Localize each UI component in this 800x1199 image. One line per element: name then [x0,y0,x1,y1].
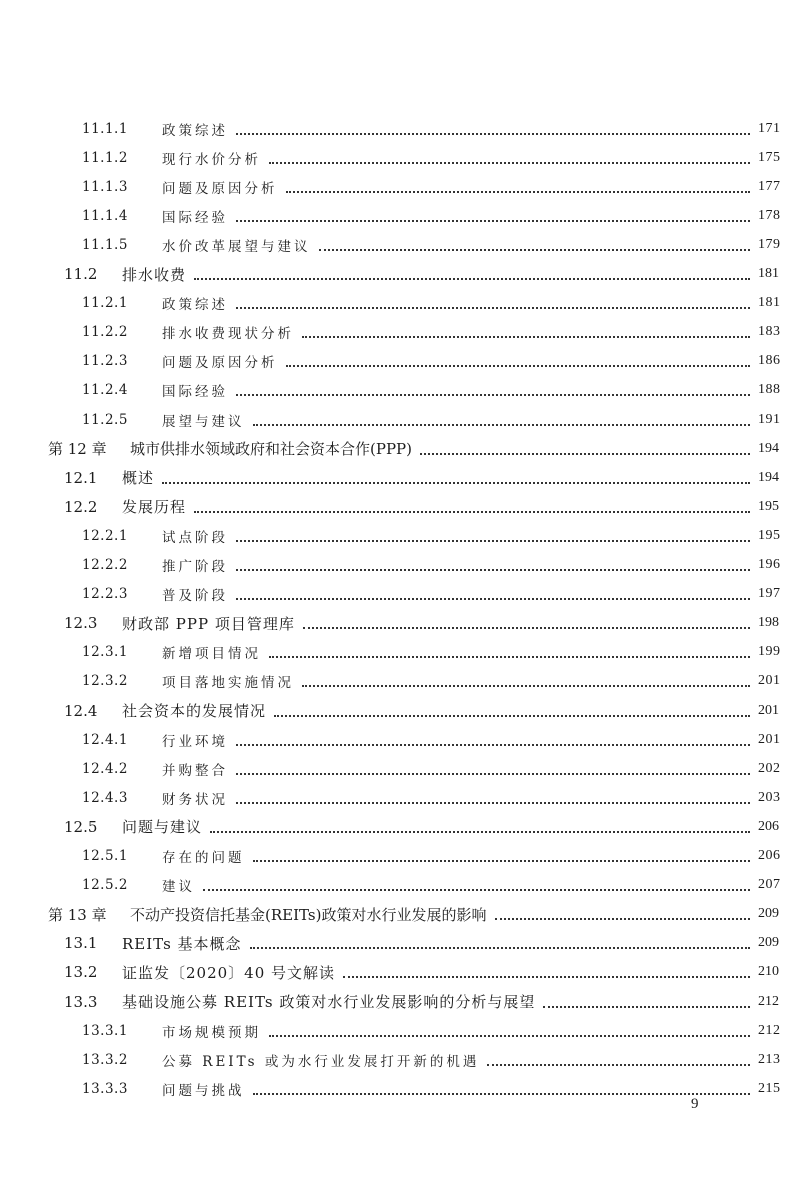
toc-entry[interactable] [0,172,800,201]
toc-entry-title: 证监发〔2020〕40 号文解读 [122,963,336,982]
toc-entry[interactable] [0,405,800,434]
toc-entry[interactable] [0,900,800,929]
toc-entry-title: 试点阶段 [162,529,228,546]
toc-entry[interactable] [0,201,800,230]
toc-entry-title: 行业环境 [162,733,228,750]
toc-entry-number: 11.2.2 [82,324,128,341]
toc-entry-page: 207 [758,877,781,893]
toc-entry-number: 12.2.1 [82,527,128,544]
toc-entry-page: 212 [758,993,779,1009]
toc-entry-title: 基础设施公募 REITs 政策对水行业发展影响的分析与展望 [122,993,536,1011]
toc-entry-page: 179 [758,236,781,252]
toc-dot-leader [420,453,750,455]
toc-entry-page: 188 [758,382,781,398]
toc-dot-leader [203,889,750,891]
toc-dot-leader [302,685,750,687]
toc-entry-page: 186 [758,353,781,369]
toc-entry-page: 195 [758,498,779,514]
toc-dot-leader [236,540,750,542]
toc-entry-title: 财政部 PPP 项目管理库 [122,614,295,633]
toc-entry[interactable] [0,463,800,492]
toc-entry-title: 政策综述 [162,297,228,314]
toc-dot-leader [236,802,750,804]
toc-entry-title: 财务状况 [162,791,228,808]
toc-dot-leader [269,656,750,658]
toc-entry-page: 209 [758,935,779,951]
toc-entry-page: 201 [758,673,781,689]
toc-entry-page: 183 [758,324,781,340]
toc-entry[interactable] [0,143,800,172]
toc-entry[interactable] [0,725,800,754]
toc-entry-title: 展望与建议 [162,413,245,430]
toc-entry-number: 11.2.3 [82,353,128,370]
toc-entry-title: 项目落地实施情况 [162,675,294,692]
toc-entry[interactable] [0,609,800,638]
toc-entry-title: 政策综述 [162,122,228,139]
toc-entry-title: 排水收费 [122,265,187,284]
toc-entry-page: 198 [758,615,779,631]
toc-entry-title: 市场规模预期 [162,1024,261,1041]
toc-entry-title: 排水收费现状分析 [162,326,294,343]
toc-entry[interactable] [0,842,800,871]
toc-entry-number: 11.2.4 [82,382,128,399]
toc-entry-number: 12.5.1 [82,848,128,864]
toc-dot-leader [236,133,750,135]
toc-entry[interactable] [0,987,800,1016]
toc-entry-number: 12.5 [64,817,98,836]
toc-entry-title: 社会资本的发展情况 [122,702,267,720]
toc-entry-number: 13.3.3 [82,1080,128,1097]
toc-entry-number: 第 12 章 [48,440,107,459]
toc-entry-page: 194 [758,440,779,456]
toc-dot-leader [487,1064,750,1066]
toc-dot-leader [269,1035,750,1037]
toc-dot-leader [286,365,751,367]
toc-entry-title: 推广阶段 [162,559,228,575]
toc-entry-page: 201 [758,731,781,747]
toc-dot-leader [543,1006,750,1008]
toc-entry[interactable] [0,812,800,841]
toc-entry-page: 202 [758,760,781,776]
toc-entry[interactable] [0,754,800,783]
toc-entry[interactable] [0,376,800,405]
toc-entry-title: 发展历程 [122,498,187,517]
toc-dot-leader [303,627,750,629]
toc-entry-page: 181 [758,295,781,311]
toc-entry-number: 12.2.3 [82,586,128,603]
toc-entry[interactable] [0,696,800,725]
toc-entry-page: 191 [758,411,781,427]
toc-entry-number: 13.2 [64,963,98,982]
toc-entry-title: 现行水价分析 [162,151,261,168]
toc-dot-leader [162,482,750,484]
toc-entry[interactable] [0,1016,800,1045]
toc-dot-leader [236,394,750,396]
toc-entry-page: 194 [758,469,779,485]
toc-dot-leader [274,715,750,717]
toc-dot-leader [253,1093,751,1095]
toc-entry-number: 12.3.1 [82,644,128,661]
toc-entry-page: 178 [758,207,781,223]
toc-entry-number: 12.3 [64,614,98,633]
toc-entry[interactable] [0,667,800,696]
toc-entry-number: 12.2.2 [82,557,128,573]
toc-entry-page: 206 [758,848,781,863]
toc-dot-leader [286,191,751,193]
toc-dot-leader [253,860,751,862]
toc-entry-number: 11.1.1 [82,120,128,137]
toc-entry-number: 12.4 [64,701,98,720]
toc-entry-page: 212 [758,1022,781,1038]
toc-dot-leader [495,918,751,920]
toc-entry-page: 206 [758,818,779,834]
toc-entry-page: 210 [758,964,779,980]
toc-dot-leader [253,424,751,426]
toc-entry-number: 第 13 章 [48,905,107,924]
toc-dot-leader [236,773,750,775]
toc-entry-number: 13.1 [64,934,98,953]
toc-entry[interactable] [0,289,800,318]
toc-dot-leader [236,307,750,309]
toc-entry[interactable] [0,521,800,550]
toc-entry[interactable] [0,551,800,580]
toc-dot-leader [236,598,750,600]
toc-entry-number: 13.3 [64,992,98,1011]
toc-entry-title: 公募 REITs 或为水行业发展打开新的机遇 [162,1053,480,1070]
toc-entry-title: 问题与建议 [122,818,203,837]
toc-entry-title: 概述 [122,469,155,488]
toc-entry-number: 12.5.2 [82,877,128,894]
toc-dot-leader [236,220,750,222]
toc-entry-page: 177 [758,178,781,194]
toc-dot-leader [236,744,750,746]
toc-entry-number: 12.4.1 [82,731,128,748]
toc-entry-number: 13.3.1 [82,1022,128,1039]
toc-entry-page: 175 [758,149,781,165]
toc-entry[interactable] [0,434,800,463]
toc-dot-leader [269,162,750,164]
toc-entry-page: 203 [758,789,781,805]
toc-entry[interactable] [0,114,800,143]
toc-entry-number: 12.4.3 [82,789,128,806]
toc-dot-leader [250,947,750,949]
toc-entry-page: 215 [758,1080,781,1096]
toc-dot-leader [319,249,751,251]
toc-entry-page: 201 [758,702,779,718]
toc-entry-number: 11.2.1 [82,295,128,312]
toc-entry-title: 国际经验 [162,209,228,226]
toc-entry-page: 199 [758,644,781,660]
toc-entry[interactable] [0,1045,800,1074]
toc-entry-title: 问题及原因分析 [162,180,278,197]
toc-entry[interactable] [0,871,800,900]
toc-entry-title: 水价改革展望与建议 [162,238,311,255]
toc-entry-number: 11.1.3 [82,178,128,195]
toc-dot-leader [194,511,750,513]
toc-dot-leader [194,278,750,280]
toc-entry[interactable] [0,783,800,812]
page-number: 9 [691,1096,699,1112]
toc-dot-leader [236,569,750,571]
toc-entry-number: 13.3.2 [82,1051,128,1068]
toc-entry[interactable] [0,638,800,667]
toc-entry[interactable] [0,318,800,347]
toc-entry-number: 12.3.2 [82,673,128,690]
toc-entry-number: 11.1.4 [82,207,128,224]
toc-dot-leader [210,831,750,833]
toc-entry-page: 209 [758,906,779,922]
toc-entry-number: 12.1 [64,468,98,487]
toc-entry-page: 181 [758,266,779,281]
toc-entry-title: 建议 [162,879,195,896]
toc-entry[interactable] [0,347,800,376]
toc-entry[interactable] [0,1074,800,1103]
toc-entry-page: 195 [758,527,781,543]
toc-entry[interactable] [0,929,800,958]
toc-entry-number: 11.2.5 [82,411,128,428]
toc-entry-title: 国际经验 [162,384,228,401]
toc-entry-page: 171 [758,120,781,136]
toc-entry[interactable] [0,260,800,289]
toc-entry-title: 并购整合 [162,762,228,779]
toc-entry-number: 12.2 [64,497,98,516]
toc-entry-number: 11.1.5 [82,236,128,253]
toc-entry-title: 普及阶段 [162,588,228,605]
toc-entry-number: 12.4.2 [82,760,128,777]
toc-dot-leader [343,976,750,978]
toc-entry-page: 196 [758,557,781,572]
toc-entry[interactable] [0,958,800,987]
toc-entry-title: 存在的问题 [162,850,245,866]
toc-entry-title: 新增项目情况 [162,646,261,663]
toc-dot-leader [302,336,750,338]
toc-entry-page: 213 [758,1051,781,1067]
toc-entry[interactable] [0,492,800,521]
toc-entry[interactable] [0,580,800,609]
toc-entry-title: 不动产投资信托基金(REITs)政策对水行业发展的影响 [130,905,487,924]
toc-entry-title: 问题及原因分析 [162,355,278,372]
toc-entry-title: 问题与挑战 [162,1082,245,1099]
toc-entry-page: 197 [758,586,781,602]
toc-entry-title: 城市供排水领域政府和社会资本合作(PPP) [130,440,412,459]
toc-entry-title: REITs 基本概念 [122,934,242,953]
toc-entry-number: 11.1.2 [82,149,128,166]
toc-entry[interactable] [0,230,800,259]
toc-entry-number: 11.2 [64,265,98,283]
